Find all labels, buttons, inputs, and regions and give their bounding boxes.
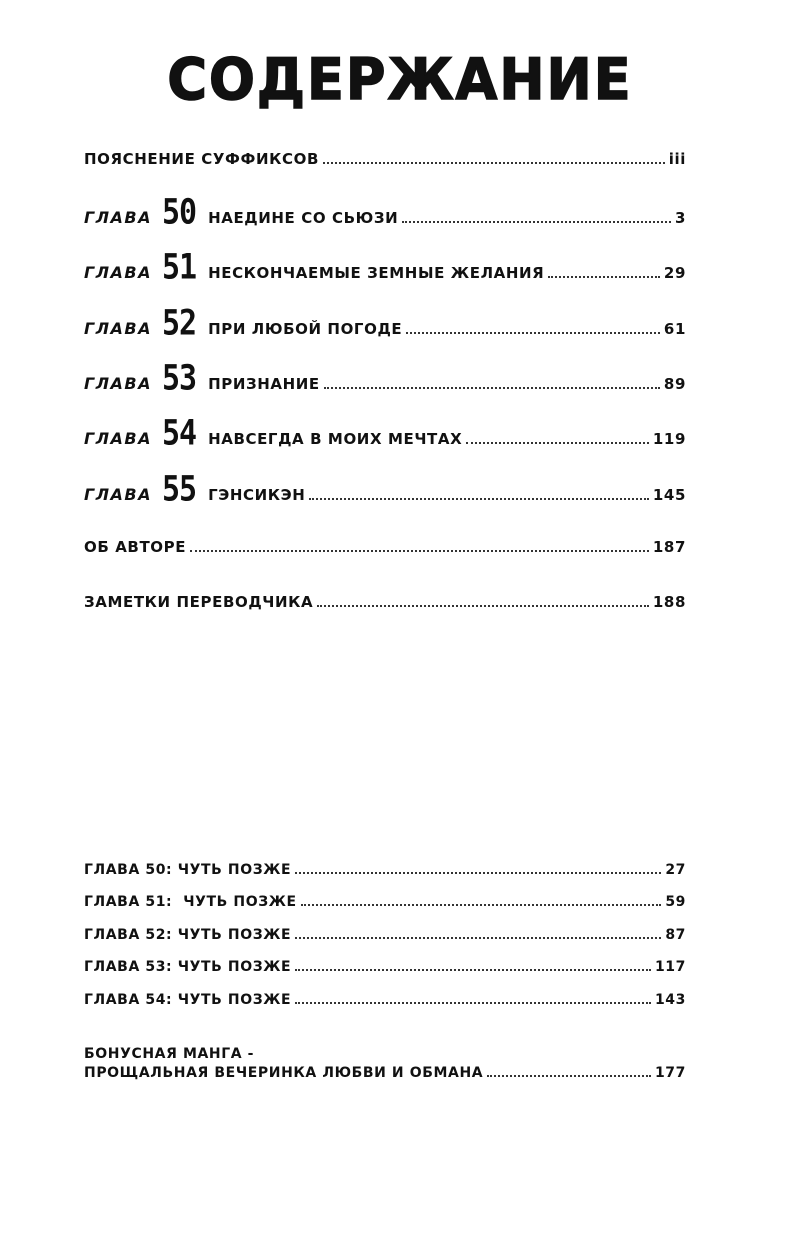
toc-extra-53[interactable] xyxy=(84,960,686,974)
toc-extra-page: 27 xyxy=(665,862,686,878)
chapter-page: 29 xyxy=(663,263,686,282)
toc-entry-page: 188 xyxy=(652,593,686,611)
bonus-page: 177 xyxy=(654,1065,686,1081)
toc-bonus-entry[interactable] xyxy=(84,1066,686,1080)
chapter-prefix: ГЛАВА xyxy=(84,262,152,282)
toc-extra-51[interactable] xyxy=(84,895,686,909)
toc-extra-50[interactable] xyxy=(84,863,686,877)
toc-entry-page: iii xyxy=(668,150,686,168)
chapter-number: 51 xyxy=(161,247,197,288)
toc-extra-label: ГЛАВА 53: ЧУТЬ ПОЗЖЕ xyxy=(84,959,292,975)
toc-extra-52[interactable] xyxy=(84,928,686,942)
dot-leader xyxy=(324,386,660,389)
toc-chapter-52[interactable] xyxy=(84,303,686,344)
chapter-title: ПРИЗНАНИЕ xyxy=(208,374,320,393)
toc-extra-label: ГЛАВА 50: ЧУТЬ ПОЗЖЕ xyxy=(84,862,292,878)
toc-extra-page: 59 xyxy=(665,894,686,910)
chapter-page: 119 xyxy=(652,429,686,448)
toc-extra-54[interactable] xyxy=(84,993,686,1007)
chapter-title: ГЭНСИКЭН xyxy=(208,485,306,504)
toc-extra-label: ГЛАВА 51: ЧУТЬ ПОЗЖЕ xyxy=(84,894,297,910)
dot-leader xyxy=(317,604,649,607)
toc-entry-label: ПОЯСНЕНИЕ СУФФИКСОВ xyxy=(84,150,319,168)
chapter-number: 53 xyxy=(161,358,197,399)
chapter-number: 54 xyxy=(161,413,197,454)
chapter-title: ПРИ ЛЮБОЙ ПОГОДЕ xyxy=(208,319,403,338)
toc-entry-translator-notes[interactable] xyxy=(84,595,686,610)
toc-chapter-53[interactable] xyxy=(84,358,686,399)
chapter-page: 145 xyxy=(652,485,686,504)
dot-leader xyxy=(295,968,651,971)
chapter-prefix: ГЛАВА xyxy=(84,484,152,504)
toc-extra-label: ГЛАВА 54: ЧУТЬ ПОЗЖЕ xyxy=(84,992,292,1008)
dot-leader xyxy=(295,871,661,874)
dot-leader xyxy=(295,936,661,939)
dot-leader xyxy=(323,161,665,164)
chapter-page: 61 xyxy=(663,319,686,338)
dot-leader xyxy=(487,1074,651,1077)
dot-leader xyxy=(295,1001,651,1004)
toc-extra-page: 143 xyxy=(654,992,686,1008)
chapter-number: 55 xyxy=(161,469,197,510)
toc-extra-page: 117 xyxy=(654,959,686,975)
toc-extra-page: 87 xyxy=(665,927,686,943)
toc-chapter-55[interactable] xyxy=(84,469,686,510)
toc-entry-page: 187 xyxy=(652,538,686,556)
toc-entry-suffixes[interactable] xyxy=(84,152,686,167)
dot-leader xyxy=(548,275,660,278)
toc-chapter-54[interactable] xyxy=(84,413,686,454)
dot-leader xyxy=(402,220,671,223)
chapter-prefix: ГЛАВА xyxy=(84,318,152,338)
toc-entry-label: ЗАМЕТКИ ПЕРЕВОДЧИКА xyxy=(84,593,314,611)
chapter-prefix: ГЛАВА xyxy=(84,207,152,227)
chapter-title: НЕСКОНЧАЕМЫЕ ЗЕМНЫЕ ЖЕЛАНИЯ xyxy=(208,263,545,282)
toc-chapter-51[interactable] xyxy=(84,247,686,288)
chapter-number: 52 xyxy=(161,303,197,344)
chapter-page: 3 xyxy=(674,208,686,227)
chapter-title: НАЕДИНЕ СО СЬЮЗИ xyxy=(208,208,399,227)
dot-leader xyxy=(309,497,648,500)
bonus-title: ПРОЩАЛЬНАЯ ВЕЧЕРИНКА ЛЮБВИ И ОБМАНА xyxy=(84,1065,484,1081)
chapter-prefix: ГЛАВА xyxy=(84,373,152,393)
toc-entry-about-author[interactable] xyxy=(84,540,686,555)
chapter-number: 50 xyxy=(161,192,197,233)
dot-leader xyxy=(301,903,662,906)
toc-chapter-50[interactable] xyxy=(84,192,686,233)
dot-leader xyxy=(406,331,660,334)
page-title: СОДЕРЖАНИЕ xyxy=(167,46,633,113)
dot-leader xyxy=(466,441,649,444)
chapter-prefix: ГЛАВА xyxy=(84,428,152,448)
chapter-page: 89 xyxy=(663,374,686,393)
chapter-title: НАВСЕГДА В МОИХ МЕЧТАХ xyxy=(208,429,463,448)
toc-extra-label: ГЛАВА 52: ЧУТЬ ПОЗЖЕ xyxy=(84,927,292,943)
toc-entry-label: ОБ АВТОРЕ xyxy=(84,538,187,556)
bonus-heading: БОНУСНАЯ МАНГА - xyxy=(84,1046,255,1062)
dot-leader xyxy=(190,549,649,552)
